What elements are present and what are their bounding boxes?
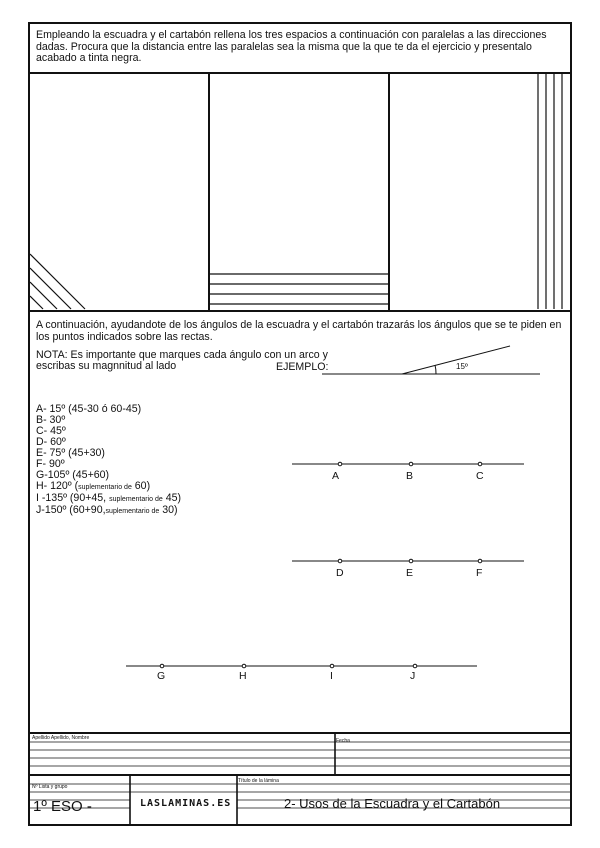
brand-logo: LASLAMINAS.ES — [140, 798, 232, 809]
group-label: Nº Lista y grupo — [32, 784, 68, 790]
angle-item: D- 60º — [36, 436, 66, 448]
point-label-h: H — [239, 670, 247, 682]
instructions-text: Empleando la escuadra y el cartabón rellena los tres espacios a continuación con paralelas a las direcciones dadas. Procura que la distancia entre las paralelas sea la misma que la que te da el ejercicio y presentalo acabado a tinta negra. — [36, 29, 547, 64]
point-label-d: D — [336, 567, 344, 579]
angle-item: G-105º (45+60) — [36, 469, 110, 481]
example-label: EJEMPLO: — [276, 361, 329, 373]
point-label-c: C — [476, 470, 484, 482]
point-label-e: E — [406, 567, 414, 579]
name-label: Apellido Apellido, Nombre — [32, 735, 90, 741]
sheet-title: 2- Usos de la Escuadra y el Cartabón — [284, 796, 501, 811]
worksheet — [28, 22, 572, 826]
example-angle — [322, 346, 540, 374]
point-label-i: I — [330, 670, 333, 682]
date-label: Fecha — [336, 738, 350, 744]
angle-item: C- 45º — [36, 425, 66, 437]
point-label-b: B — [406, 470, 414, 482]
angle-item: J-150º (60+90,suplementario de 30) — [36, 504, 178, 516]
section2-note: NOTA: Es importante que marques cada ángulo con un arco y escribas su magnnitud al lado — [36, 349, 328, 372]
point-label-f: F — [476, 567, 483, 579]
vertical-lines — [538, 74, 562, 309]
angle-item: B- 30º — [36, 414, 66, 426]
diagonal-lines — [30, 254, 85, 309]
angle-item: H- 120º (suplementario de 60) — [36, 480, 151, 492]
point-lines — [126, 462, 524, 668]
example-angle-value: 15º — [456, 362, 468, 371]
point-label-a: A — [332, 470, 340, 482]
footer-lines — [30, 732, 570, 824]
course-text: 1º ESO - — [33, 798, 92, 815]
section2-intro: A continuación, ayudandote de los ángulos de la escuadra y el cartabón trazarás los ángulos que se te piden en los puntos indicados sobre las rectas. — [36, 319, 562, 343]
point-label-j: J — [410, 670, 416, 682]
angle-item: F- 90º — [36, 458, 65, 470]
angle-item: I -135º (90+45, suplementario de 45) — [36, 492, 182, 504]
drawing-layer — [30, 24, 570, 824]
horizontal-lines — [210, 274, 388, 304]
title-label: Título de la lámina — [238, 778, 279, 784]
angle-item: E- 75º (45+30) — [36, 447, 105, 459]
angle-item: A- 15º (45-30 ó 60-45) — [36, 403, 142, 415]
point-label-g: G — [157, 670, 166, 682]
